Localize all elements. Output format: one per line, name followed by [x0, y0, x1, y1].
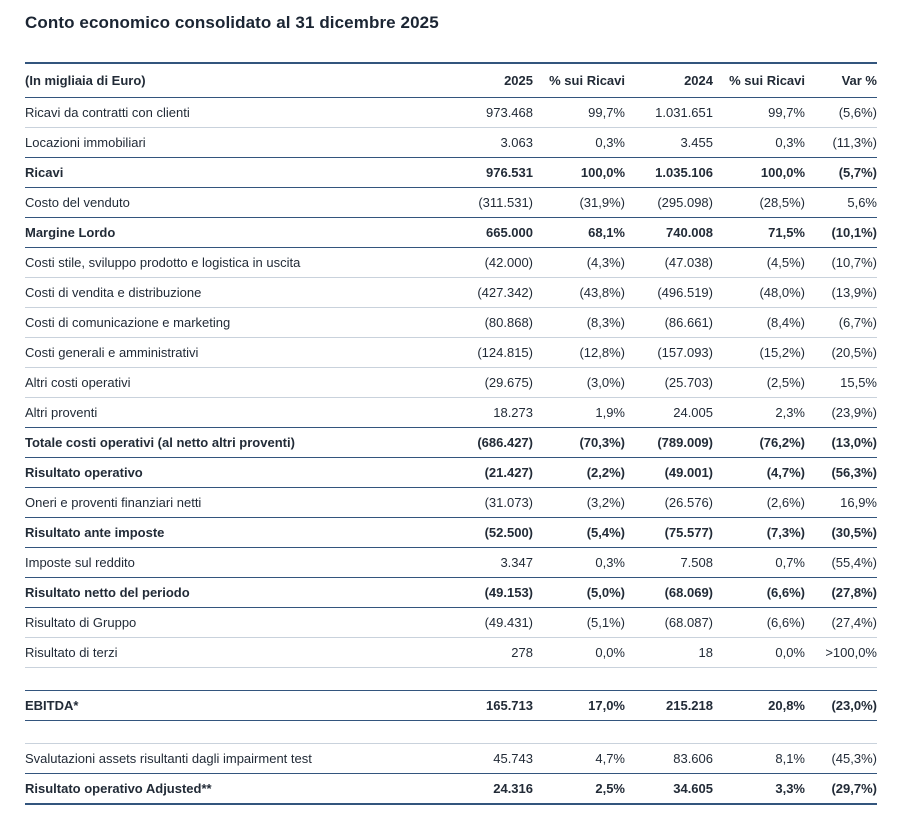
table-row: [25, 578, 877, 608]
row-pct-2025: (5,1%): [586, 615, 625, 630]
row-var-percent: (10,1%): [831, 225, 877, 240]
table-row: [25, 218, 877, 248]
row-value-2025: 45.743: [493, 751, 533, 766]
row-var-percent: (23,0%): [831, 698, 877, 713]
row-label: Costi stile, sviluppo prodotto e logistica in uscita: [25, 255, 301, 270]
row-pct-2024: (7,3%): [766, 525, 805, 540]
row-value-2024: (68.069): [664, 585, 713, 600]
row-pct-2024: (28,5%): [759, 195, 805, 210]
row-value-2024: 18: [698, 645, 713, 660]
row-value-2025: (80.868): [484, 315, 533, 330]
table-header-row: [25, 63, 877, 98]
row-pct-2024: 0,0%: [775, 645, 805, 660]
table-row: [25, 691, 877, 721]
table-row: [25, 458, 877, 488]
row-value-2024: 34.605: [673, 781, 713, 796]
row-value-2024: 83.606: [673, 751, 713, 766]
row-pct-2024: 100,0%: [760, 165, 805, 180]
column-header-2025: 2025: [504, 73, 533, 88]
row-var-percent: 16,9%: [840, 495, 877, 510]
row-value-2025: 973.468: [486, 105, 533, 120]
row-pct-2025: 99,7%: [588, 105, 625, 120]
row-pct-2024: (4,5%): [766, 255, 805, 270]
row-var-percent: (55,4%): [831, 555, 877, 570]
row-value-2025: 665.000: [486, 225, 533, 240]
row-pct-2024: (6,6%): [766, 615, 805, 630]
row-label: EBITDA*: [25, 698, 79, 713]
row-pct-2025: (5,0%): [586, 585, 625, 600]
table-row: [25, 488, 877, 518]
row-var-percent: (6,7%): [838, 315, 877, 330]
row-pct-2024: (76,2%): [759, 435, 805, 450]
row-pct-2024: 8,1%: [775, 751, 805, 766]
row-pct-2025: 0,3%: [595, 135, 625, 150]
row-value-2025: (29.675): [484, 375, 533, 390]
row-var-percent: (29,7%): [831, 781, 877, 796]
row-pct-2024: (8,4%): [766, 315, 805, 330]
row-value-2025: (49.153): [484, 585, 533, 600]
row-value-2024: (75.577): [664, 525, 713, 540]
row-value-2024: 1.031.651: [655, 105, 713, 120]
income-statement-table: [25, 62, 877, 805]
table-row: [25, 368, 877, 398]
spacer-row: [25, 721, 877, 744]
table-row: [25, 548, 877, 578]
row-pct-2025: 0,0%: [595, 645, 625, 660]
row-pct-2024: (4,7%): [766, 465, 805, 480]
row-pct-2024: (2,6%): [766, 495, 805, 510]
row-var-percent: (23,9%): [831, 405, 877, 420]
row-value-2024: (47.038): [664, 255, 713, 270]
row-label: Risultato di terzi: [25, 645, 118, 660]
table-row: [25, 744, 877, 774]
row-label: Imposte sul reddito: [25, 555, 135, 570]
row-pct-2025: (5,4%): [586, 525, 625, 540]
spacer-cell: [25, 668, 877, 691]
row-pct-2025: (2,2%): [586, 465, 625, 480]
row-var-percent: (20,5%): [831, 345, 877, 360]
table-row: [25, 518, 877, 548]
row-label: Oneri e proventi finanziari netti: [25, 495, 202, 510]
row-value-2024: 7.508: [680, 555, 713, 570]
table-row: [25, 128, 877, 158]
row-pct-2025: 17,0%: [588, 698, 625, 713]
row-value-2024: 740.008: [666, 225, 713, 240]
row-pct-2025: (3,2%): [586, 495, 625, 510]
row-value-2025: 165.713: [486, 698, 533, 713]
row-value-2024: (26.576): [664, 495, 713, 510]
row-var-percent: (27,4%): [831, 615, 877, 630]
table-row: [25, 278, 877, 308]
row-value-2025: (42.000): [484, 255, 533, 270]
row-value-2025: 3.347: [500, 555, 533, 570]
row-label: Svalutazioni assets risultanti dagli impairment test: [25, 751, 312, 766]
row-value-2024: 24.005: [673, 405, 713, 420]
row-pct-2025: (43,8%): [579, 285, 625, 300]
table-row: [25, 428, 877, 458]
row-pct-2024: (48,0%): [759, 285, 805, 300]
row-var-percent: (13,0%): [831, 435, 877, 450]
row-value-2025: (52.500): [484, 525, 533, 540]
row-label: Risultato operativo Adjusted**: [25, 781, 212, 796]
row-pct-2024: 3,3%: [775, 781, 805, 796]
row-pct-2025: (8,3%): [586, 315, 625, 330]
column-header-2024: 2024: [684, 73, 713, 88]
spacer-cell: [25, 721, 877, 744]
row-value-2024: (789.009): [657, 435, 713, 450]
row-pct-2024: 0,3%: [775, 135, 805, 150]
row-pct-2024: 71,5%: [768, 225, 805, 240]
row-value-2025: (686.427): [477, 435, 533, 450]
row-value-2025: (427.342): [477, 285, 533, 300]
row-label: Costi di comunicazione e marketing: [25, 315, 231, 330]
row-var-percent: (11,3%): [832, 135, 877, 150]
table-row: [25, 774, 877, 805]
table-row: [25, 608, 877, 638]
column-header-var: Var %: [841, 73, 877, 88]
row-pct-2025: (70,3%): [579, 435, 625, 450]
row-pct-2024: 99,7%: [768, 105, 805, 120]
row-pct-2025: (3,0%): [586, 375, 625, 390]
row-label: Locazioni immobiliari: [25, 135, 146, 150]
table-row: [25, 98, 877, 128]
row-label: Risultato operativo: [25, 465, 143, 480]
row-pct-2025: 100,0%: [580, 165, 625, 180]
table-row: [25, 638, 877, 668]
row-var-percent: >100,0%: [825, 645, 877, 660]
row-pct-2025: (12,8%): [579, 345, 625, 360]
table-row: [25, 188, 877, 218]
row-label: Ricavi: [25, 165, 64, 180]
row-label: Ricavi da contratti con clienti: [25, 105, 190, 120]
page-title: Conto economico consolidato al 31 dicembre 2025: [25, 13, 439, 32]
row-value-2025: 3.063: [500, 135, 533, 150]
row-value-2025: 976.531: [486, 165, 533, 180]
row-value-2024: (496.519): [657, 285, 713, 300]
row-pct-2024: 20,8%: [768, 698, 805, 713]
spacer-row: [25, 668, 877, 691]
row-value-2024: (68.087): [664, 615, 713, 630]
row-value-2025: (31.073): [484, 495, 533, 510]
row-var-percent: 5,6%: [847, 195, 877, 210]
row-pct-2024: (2,5%): [766, 375, 805, 390]
row-value-2024: (295.098): [657, 195, 713, 210]
row-label: Risultato di Gruppo: [25, 615, 137, 630]
column-header-pct-2024: % sui Ricavi: [729, 73, 805, 88]
row-value-2025: (124.815): [477, 345, 533, 360]
row-var-percent: (5,7%): [838, 165, 877, 180]
row-var-percent: 15,5%: [840, 375, 877, 390]
row-pct-2024: (6,6%): [766, 585, 805, 600]
row-value-2024: (25.703): [664, 375, 713, 390]
row-value-2025: 24.316: [493, 781, 533, 796]
row-var-percent: (27,8%): [831, 585, 877, 600]
row-var-percent: (10,7%): [831, 255, 877, 270]
row-pct-2025: 4,7%: [595, 751, 625, 766]
table-row: [25, 308, 877, 338]
row-label: Margine Lordo: [25, 225, 116, 240]
row-value-2024: (157.093): [657, 345, 713, 360]
table-row: [25, 158, 877, 188]
row-value-2024: (86.661): [664, 315, 713, 330]
row-var-percent: (13,9%): [831, 285, 877, 300]
column-header-label: (In migliaia di Euro): [25, 73, 146, 88]
row-var-percent: (5,6%): [838, 105, 877, 120]
row-value-2025: 278: [511, 645, 533, 660]
row-value-2025: (49.431): [484, 615, 533, 630]
row-label: Costo del venduto: [25, 195, 130, 210]
row-value-2025: (311.531): [478, 195, 533, 210]
row-label: Costi di vendita e distribuzione: [25, 285, 202, 300]
row-label: Risultato netto del periodo: [25, 585, 190, 600]
row-pct-2024: (15,2%): [759, 345, 805, 360]
row-pct-2025: (31,9%): [579, 195, 625, 210]
column-header-pct-2025: % sui Ricavi: [549, 73, 625, 88]
row-value-2024: 215.218: [666, 698, 713, 713]
row-label: Altri costi operativi: [25, 375, 131, 390]
row-label: Totale costi operativi (al netto altri proventi): [25, 435, 295, 450]
row-pct-2025: 2,5%: [595, 781, 625, 796]
row-pct-2024: 0,7%: [775, 555, 805, 570]
row-value-2024: (49.001): [664, 465, 713, 480]
row-var-percent: (45,3%): [831, 751, 877, 766]
row-label: Risultato ante imposte: [25, 525, 165, 540]
table-row: [25, 398, 877, 428]
row-pct-2024: 2,3%: [775, 405, 805, 420]
table-row: [25, 338, 877, 368]
row-pct-2025: (4,3%): [586, 255, 625, 270]
table-row: [25, 248, 877, 278]
row-var-percent: (30,5%): [831, 525, 877, 540]
table-body: [25, 98, 877, 805]
row-pct-2025: 0,3%: [595, 555, 625, 570]
row-pct-2025: 68,1%: [588, 225, 625, 240]
row-value-2025: 18.273: [493, 405, 533, 420]
row-value-2024: 3.455: [680, 135, 713, 150]
row-label: Altri proventi: [25, 405, 98, 420]
row-value-2024: 1.035.106: [655, 165, 713, 180]
row-value-2025: (21.427): [484, 465, 533, 480]
row-label: Costi generali e amministrativi: [25, 345, 199, 360]
row-var-percent: (56,3%): [831, 465, 877, 480]
row-pct-2025: 1,9%: [595, 405, 625, 420]
